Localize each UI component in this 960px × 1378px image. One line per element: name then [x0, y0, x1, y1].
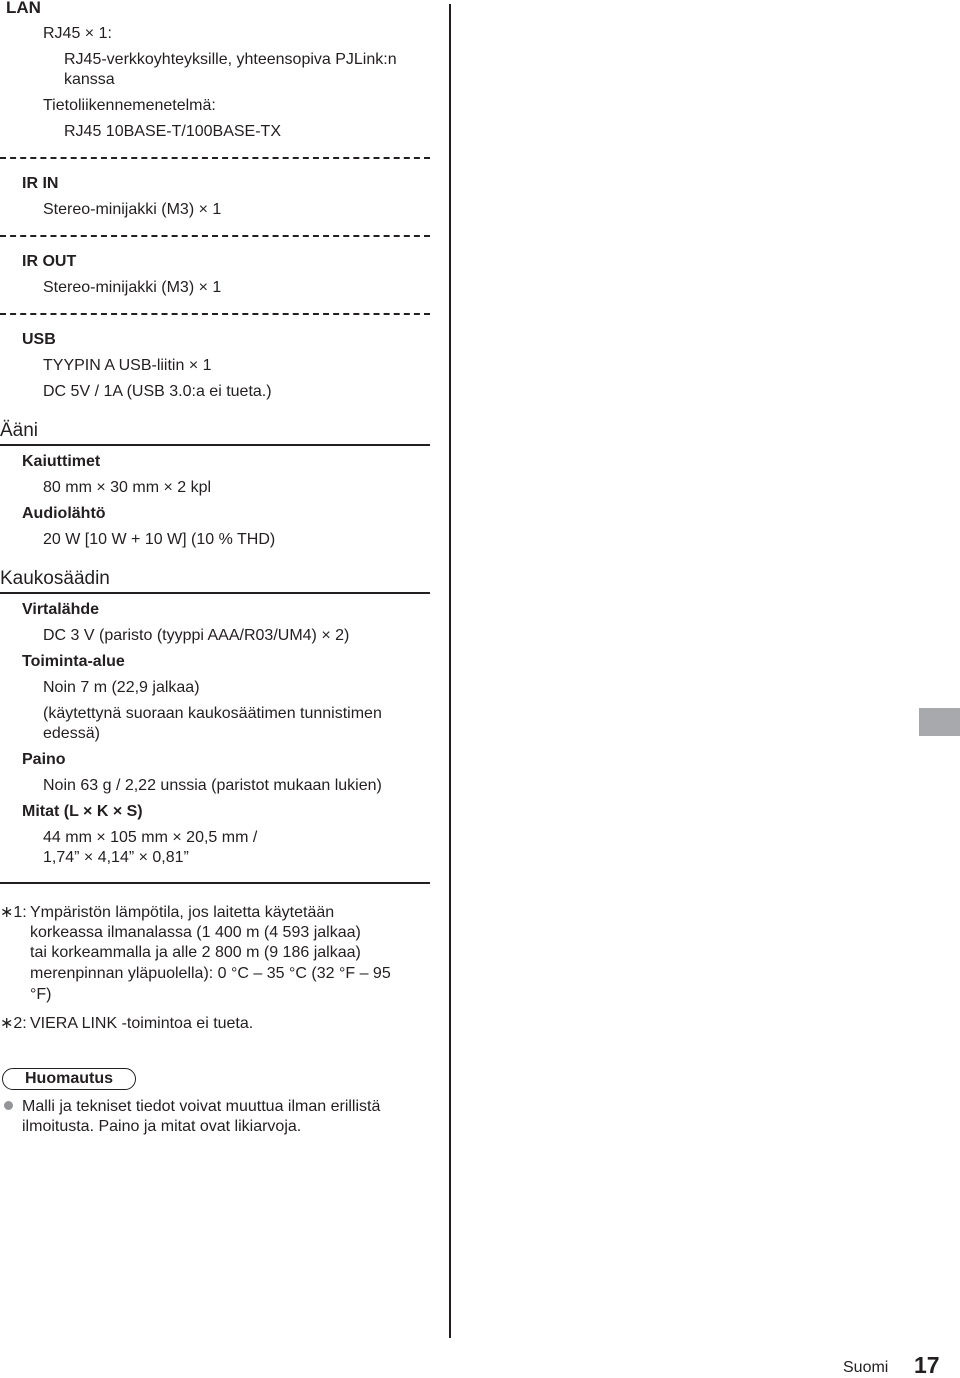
remote-dims-label: Mitat (L × K × S) — [22, 803, 143, 820]
page-number: 17 — [914, 1352, 940, 1378]
remote-range-value: Noin 7 m (22,9 jalkaa) — [43, 679, 200, 696]
remote-power-value: DC 3 V (paristo (tyyppi AAA/R03/UM4) × 2) — [43, 627, 350, 644]
remote-dims-value-1: 44 mm × 105 mm × 20,5 mm / — [43, 829, 258, 846]
ir-out-value: Stereo-minijakki (M3) × 1 — [43, 279, 222, 296]
dashed-divider — [0, 157, 430, 159]
note-label-pill: Huomautus — [2, 1068, 136, 1090]
bullet-icon — [4, 1101, 13, 1110]
footer-language: Suomi — [843, 1359, 889, 1376]
lan-rj45-desc-2: kanssa — [64, 71, 115, 88]
dashed-divider — [0, 235, 430, 237]
footnote-1-line: korkeassa ilmanalassa (1 400 m (4 593 jalkaa) — [30, 924, 361, 941]
dashed-divider — [0, 313, 430, 315]
footnote-1-line: tai korkeammalla ja alle 2 800 m (9 186 jalkaa) — [30, 944, 361, 961]
section-rule — [0, 444, 430, 446]
footnote-1-line: Ympäristön lämpötila, jos laitetta käytetään — [30, 904, 335, 921]
section-rule — [0, 592, 430, 594]
remote-range-note-1: (käytettynä suoraan kaukosäätimen tunnistimen — [43, 705, 382, 722]
usb-heading: USB — [22, 331, 56, 348]
usb-line-2: DC 5V / 1A (USB 3.0:a ei tueta.) — [43, 383, 272, 400]
footnote-1-line: °F) — [30, 986, 52, 1003]
lan-rj45: RJ45 × 1: — [43, 25, 112, 42]
note-line-1: Malli ja tekniset tiedot voivat muuttua ilman erillistä — [22, 1098, 381, 1115]
lan-method-value: RJ45 10BASE-T/100BASE-TX — [64, 123, 281, 140]
remote-power-label: Virtalähde — [22, 601, 100, 618]
footnote-1-line: merenpinnan yläpuolella): 0 °C – 35 °C (32 °F – 95 — [30, 965, 391, 982]
audio-speakers-label: Kaiuttimet — [22, 453, 101, 470]
usb-line-1: TYYPIN A USB-liitin × 1 — [43, 357, 212, 374]
footnote-2-marker: ∗2: — [0, 1015, 27, 1032]
chapter-tab — [919, 708, 960, 736]
remote-section-title: Kaukosäädin — [0, 568, 110, 589]
ir-out-heading: IR OUT — [22, 253, 77, 270]
audio-output-label: Audiolähtö — [22, 505, 106, 522]
remote-weight-label: Paino — [22, 751, 66, 768]
section-rule — [0, 882, 430, 884]
audio-output-value: 20 W [10 W + 10 W] (10 % THD) — [43, 531, 276, 548]
ir-in-heading: IR IN — [22, 175, 59, 192]
audio-speakers-value: 80 mm × 30 mm × 2 kpl — [43, 479, 212, 496]
column-divider — [449, 4, 451, 1338]
footnote-1-marker: ∗1: — [0, 904, 27, 921]
lan-rj45-desc-1: RJ45-verkkoyhteyksille, yhteensopiva PJLink:n — [64, 51, 397, 68]
footnote-2-text: VIERA LINK -toimintoa ei tueta. — [30, 1015, 254, 1032]
note-line-2: ilmoitusta. Paino ja mitat ovat likiarvoja. — [22, 1118, 302, 1135]
remote-range-note-2: edessä) — [43, 725, 100, 742]
remote-weight-value: Noin 63 g / 2,22 unssia (paristot mukaan lukien) — [43, 777, 382, 794]
ir-in-value: Stereo-minijakki (M3) × 1 — [43, 201, 222, 218]
audio-section-title: Ääni — [0, 420, 39, 441]
lan-heading: LAN — [6, 0, 41, 17]
remote-range-label: Toiminta-alue — [22, 653, 125, 670]
remote-dims-value-2: 1,74” × 4,14” × 0,81” — [43, 849, 189, 866]
lan-method-label: Tietoliikennemenetelmä: — [43, 97, 216, 114]
